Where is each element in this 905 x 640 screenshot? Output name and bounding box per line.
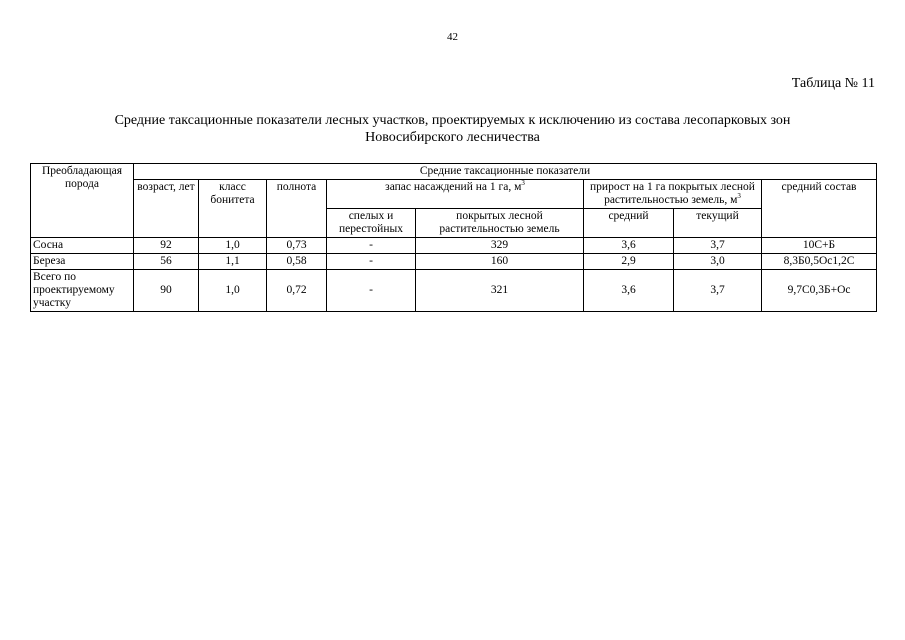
- cell-stock-ripe: -: [327, 238, 416, 254]
- cell-age: 56: [134, 254, 199, 270]
- header-growth-text: прирост на 1 га покрытых лесной растительностью земель, м: [590, 181, 755, 206]
- caption-line-2: Новосибирского лесничества: [365, 130, 540, 145]
- cell-composition: 10С+Б: [762, 238, 877, 254]
- cell-stock-covered: 321: [416, 270, 584, 312]
- cell-stock-ripe: -: [327, 270, 416, 312]
- header-stock-unit-exp: 3: [521, 179, 525, 188]
- cell-growth-avg: 2,9: [584, 254, 674, 270]
- page-number: 42: [447, 31, 458, 43]
- table-row-total: [31, 270, 877, 312]
- cell-growth-current: 3,7: [674, 238, 762, 254]
- table-row: [31, 254, 877, 270]
- cell-growth-avg: 3,6: [584, 238, 674, 254]
- cell-composition: 9,7С0,3Б+Ос: [762, 270, 877, 312]
- header-row-2: [31, 180, 877, 209]
- cell-age: 90: [134, 270, 199, 312]
- cell-age: 92: [134, 238, 199, 254]
- header-stock-ripe: спелых и перестойных: [327, 209, 416, 238]
- table-caption: [30, 112, 875, 146]
- header-stock-text: запас насаждений на 1 га, м: [385, 181, 522, 193]
- cell-composition: 8,3Б0,5Ос1,2С: [762, 254, 877, 270]
- header-species: Преобладающая порода: [31, 164, 134, 238]
- cell-growth-current: 3,0: [674, 254, 762, 270]
- cell-bonitet: 1,0: [199, 270, 267, 312]
- header-growth-unit-exp: 3: [737, 192, 741, 201]
- cell-growth-current: 3,7: [674, 270, 762, 312]
- table-row: [31, 238, 877, 254]
- cell-growth-avg: 3,6: [584, 270, 674, 312]
- cell-bonitet: 1,1: [199, 254, 267, 270]
- table-label: Таблица № 11: [791, 76, 875, 91]
- header-growth: [584, 180, 762, 209]
- header-age: возраст, лет: [134, 180, 199, 238]
- cell-density: 0,72: [267, 270, 327, 312]
- header-composition: средний состав: [762, 180, 877, 238]
- cell-density: 0,58: [267, 254, 327, 270]
- header-growth-avg: средний: [584, 209, 674, 238]
- header-bonitet: класс бонитета: [199, 180, 267, 238]
- header-group: Средние таксационные показатели: [134, 164, 877, 180]
- cell-stock-covered: 329: [416, 238, 584, 254]
- cell-stock-ripe: -: [327, 254, 416, 270]
- taxation-table: [30, 163, 877, 312]
- caption-line-1: Средние таксационные показатели лесных участков, проектируемых к исключению из состава лесопарковых зон: [114, 113, 791, 128]
- header-row-1: [31, 164, 877, 180]
- cell-bonitet: 1,0: [199, 238, 267, 254]
- cell-species: Сосна: [31, 238, 134, 254]
- header-density: полнота: [267, 180, 327, 238]
- cell-species: Береза: [31, 254, 134, 270]
- header-stock: [327, 180, 584, 209]
- header-growth-current: текущий: [674, 209, 762, 238]
- header-stock-covered: покрытых лесной растительностью земель: [416, 209, 584, 238]
- cell-species: Всего по проектируемому участку: [31, 270, 134, 312]
- cell-stock-covered: 160: [416, 254, 584, 270]
- cell-density: 0,73: [267, 238, 327, 254]
